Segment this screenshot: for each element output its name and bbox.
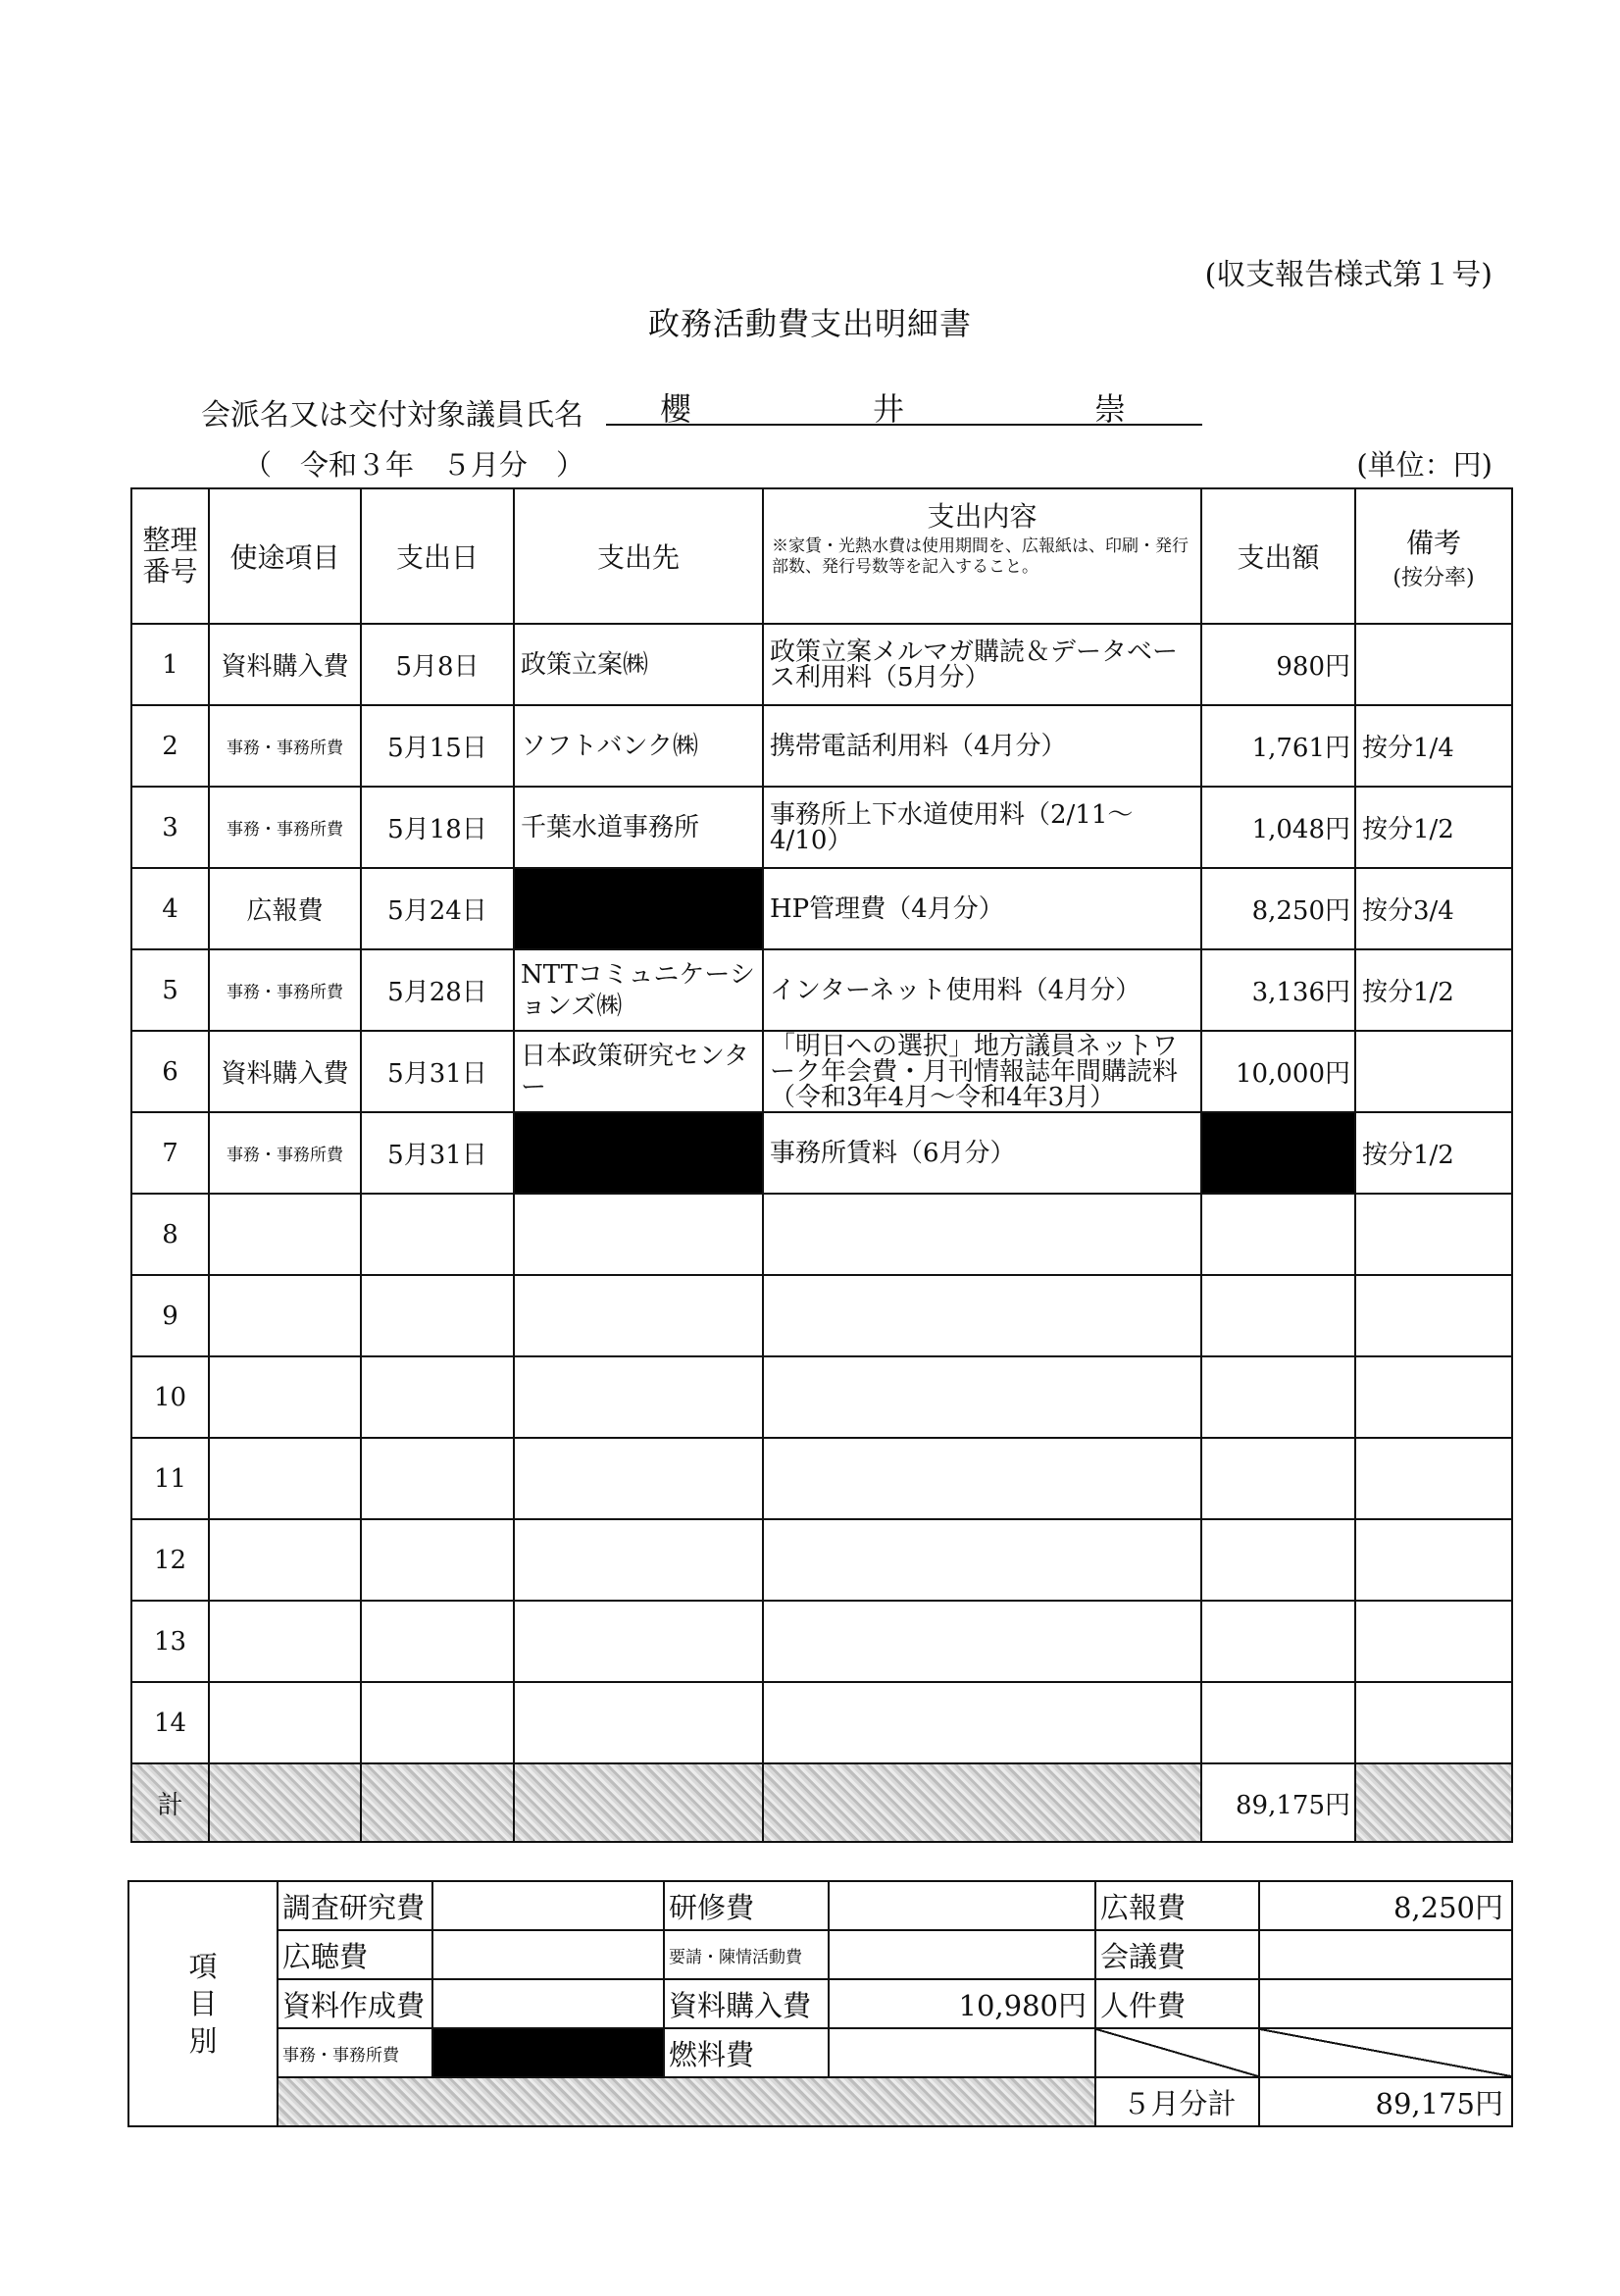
value-materials-making (432, 1979, 664, 2028)
cell-date: 5月24日 (361, 868, 514, 949)
redacted-payee (514, 868, 763, 949)
label-training: 研修費 (664, 1881, 829, 1930)
cell-remarks: 按分1/4 (1355, 705, 1512, 787)
cell-remarks: 按分1/2 (1355, 1112, 1512, 1194)
table-row (131, 949, 1512, 1031)
summary-row (128, 1930, 1512, 1979)
header-payee: 支出先 (514, 488, 763, 624)
header-no: 整理番号 (131, 488, 209, 624)
cell-no: 3 (131, 787, 209, 868)
form-number: (収支報告様式第１号) (1204, 258, 1493, 292)
header-category: 使途項目 (209, 488, 361, 624)
cell-remarks (1355, 1031, 1512, 1112)
label-hearing: 広聴費 (278, 1930, 432, 1979)
cell-payee: 政策立案㈱ (514, 624, 763, 705)
cell-remarks: 按分3/4 (1355, 868, 1512, 949)
header-date: 支出日 (361, 488, 514, 624)
member-name (606, 384, 1202, 426)
label-petition: 要請・陳情活動費 (664, 1930, 829, 1979)
member-name-part: 井 (873, 390, 905, 428)
label-fuel: 燃料費 (664, 2028, 829, 2077)
cell-category: 事務・事務所費 (209, 1112, 361, 1194)
cell-amount: 1,761円 (1201, 705, 1355, 787)
cell-no: 11 (131, 1438, 209, 1519)
header-remarks-sub: (按分率) (1392, 565, 1475, 590)
cell-category: 事務・事務所費 (209, 949, 361, 1031)
summary-side-label (128, 1881, 278, 2126)
summary-row (128, 2028, 1512, 2077)
member-name-part: 櫻 (660, 390, 692, 428)
cell-content: 事務所上下水道使用料（2/11～4/10） (763, 787, 1201, 868)
table-row (131, 1275, 1512, 1356)
cell-payee: ソフトバンク㈱ (514, 705, 763, 787)
table-row (131, 1601, 1512, 1682)
cell-no: 14 (131, 1682, 209, 1763)
cell-no: 5 (131, 949, 209, 1031)
table-row (131, 1031, 1512, 1112)
redacted-office-value (432, 2028, 664, 2077)
cell-content: インターネット使用料（4月分） (763, 949, 1201, 1031)
cell-no: 10 (131, 1356, 209, 1438)
table-row (131, 1682, 1512, 1763)
value-materials-purchase: 10,980円 (829, 1979, 1095, 2028)
table-row (131, 1356, 1512, 1438)
cell-amount: 10,000円 (1201, 1031, 1355, 1112)
cell-payee: 日本政策研究センター (514, 1031, 763, 1112)
summary-row (128, 1979, 1512, 2028)
cell-content: 「明日への選択」地方議員ネットワーク年会費・月刊情報誌年間購読料（令和3年4月～令和4年3月） (763, 1031, 1201, 1112)
cell-payee: NTTコミュニケーションズ㈱ (514, 949, 763, 1031)
summary-row (128, 1881, 1512, 1930)
header-content-note: ※家賃・光熱水費は使用期間を、広報紙は、印刷・発行部数、発行号数等を記入すること。 (772, 536, 1189, 577)
table-row (131, 1194, 1512, 1275)
cell-category: 広報費 (209, 868, 361, 949)
label-pr: 広報費 (1095, 1881, 1259, 1930)
cell-remarks: 按分1/2 (1355, 787, 1512, 868)
table-row (131, 1519, 1512, 1601)
cell-no: 6 (131, 1031, 209, 1112)
label-research: 調査研究費 (278, 1881, 432, 1930)
header-remarks-label: 備考 (1405, 526, 1461, 559)
cell-no: 7 (131, 1112, 209, 1194)
total-amount: 89,175円 (1201, 1763, 1355, 1842)
header-content-label: 支出内容 (927, 500, 1038, 533)
cell-no: 1 (131, 624, 209, 705)
diagonal-strike (1095, 2028, 1259, 2077)
total-row (131, 1763, 1512, 1842)
cell-no: 12 (131, 1519, 209, 1601)
report-period: （ 令和３年 ５月分 ） (243, 448, 585, 482)
label-materials-purchase: 資料購入費 (664, 1979, 829, 2028)
header-amount: 支出額 (1201, 488, 1355, 624)
summary-side-text: 項目別 (188, 1950, 218, 2058)
cell-date: 5月31日 (361, 1031, 514, 1112)
cell-category: 資料購入費 (209, 1031, 361, 1112)
cell-content: HP管理費（4月分） (763, 868, 1201, 949)
cell-content: 政策立案メルマガ購読＆データベース利用料（5月分） (763, 624, 1201, 705)
table-row (131, 624, 1512, 705)
cell-amount: 8,250円 (1201, 868, 1355, 949)
cell-date: 5月15日 (361, 705, 514, 787)
cell-remarks: 按分1/2 (1355, 949, 1512, 1031)
table-row (131, 705, 1512, 787)
value-petition (829, 1930, 1095, 1979)
label-month-total: ５月分計 (1095, 2077, 1259, 2126)
cell-no: 4 (131, 868, 209, 949)
value-meeting (1259, 1930, 1512, 1979)
cell-amount: 1,048円 (1201, 787, 1355, 868)
cell-category: 事務・事務所費 (209, 787, 361, 868)
header-content (763, 488, 1201, 624)
cell-category: 資料購入費 (209, 624, 361, 705)
cell-amount: 980円 (1201, 624, 1355, 705)
cell-date: 5月8日 (361, 624, 514, 705)
cell-amount: 3,136円 (1201, 949, 1355, 1031)
value-month-total: 89,175円 (1259, 2077, 1512, 2126)
page-title: 政務活動費支出明細書 (647, 305, 972, 342)
label-personnel: 人件費 (1095, 1979, 1259, 2028)
table-row (131, 787, 1512, 868)
cell-remarks (1355, 624, 1512, 705)
cell-content: 携帯電話利用料（4月分） (763, 705, 1201, 787)
summary-table (127, 1880, 1513, 2127)
value-personnel (1259, 1979, 1512, 2028)
cell-category: 事務・事務所費 (209, 705, 361, 787)
label-meeting: 会議費 (1095, 1930, 1259, 1979)
gray-fill (278, 2077, 1095, 2126)
cell-no: 13 (131, 1601, 209, 1682)
label-materials-making: 資料作成費 (278, 1979, 432, 2028)
cell-date: 5月31日 (361, 1112, 514, 1194)
member-name-part: 崇 (1094, 390, 1127, 428)
member-label: 会派名又は交付対象議員氏名 (201, 398, 583, 433)
redacted-payee (514, 1112, 763, 1194)
label-office: 事務・事務所費 (278, 2028, 432, 2077)
cell-date: 5月28日 (361, 949, 514, 1031)
redacted-amount (1201, 1112, 1355, 1194)
table-row (131, 868, 1512, 949)
cell-no: 8 (131, 1194, 209, 1275)
unit-label: (単位：円) (1356, 448, 1493, 482)
diagonal-strike (1259, 2028, 1512, 2077)
table-header-row (131, 488, 1512, 624)
cell-date: 5月18日 (361, 787, 514, 868)
total-label: 計 (131, 1763, 209, 1842)
cell-content: 事務所賃料（6月分） (763, 1112, 1201, 1194)
expense-table (130, 487, 1513, 1843)
value-fuel (829, 2028, 1095, 2077)
header-remarks (1355, 488, 1512, 624)
value-hearing (432, 1930, 664, 1979)
summary-row (128, 2077, 1512, 2126)
table-row (131, 1112, 1512, 1194)
cell-no: 9 (131, 1275, 209, 1356)
value-research (432, 1881, 664, 1930)
cell-payee: 千葉水道事務所 (514, 787, 763, 868)
table-row (131, 1438, 1512, 1519)
cell-no: 2 (131, 705, 209, 787)
value-training (829, 1881, 1095, 1930)
value-pr: 8,250円 (1259, 1881, 1512, 1930)
